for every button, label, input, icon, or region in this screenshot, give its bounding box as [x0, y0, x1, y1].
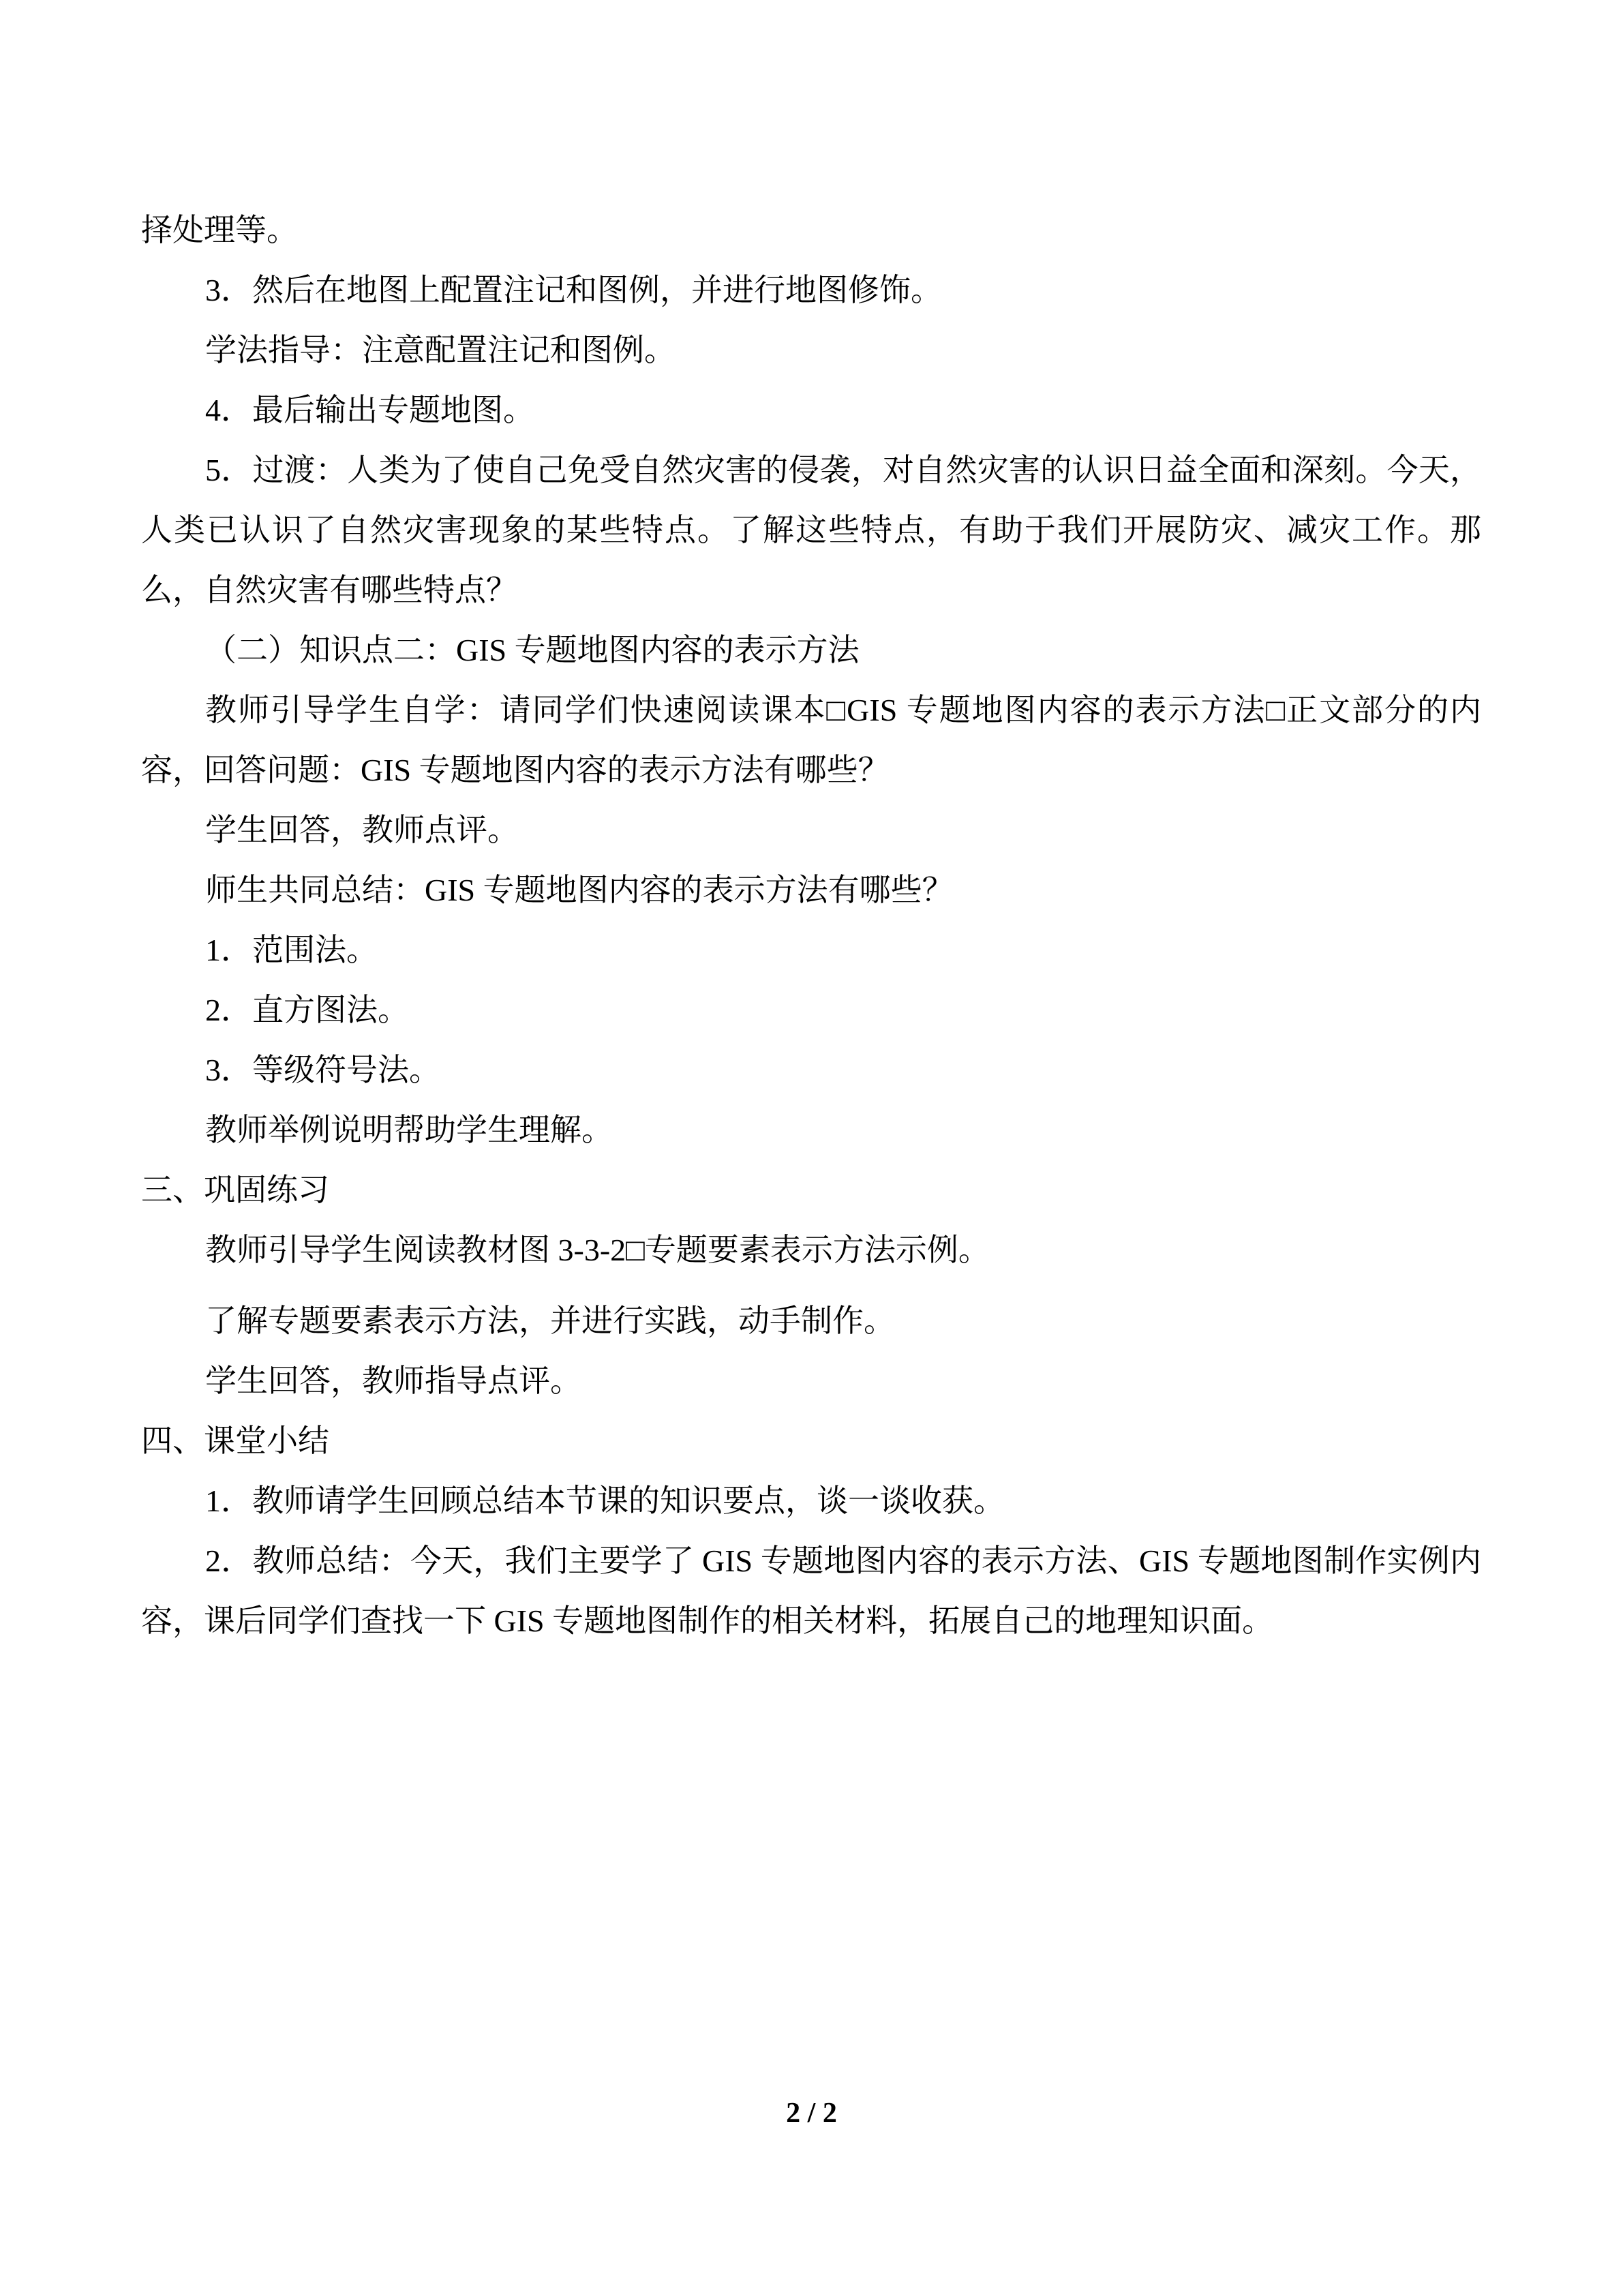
- body-paragraph: 学生回答，教师指导点评。: [205, 1363, 581, 1398]
- numbered-item: 2．直方图法。: [205, 993, 409, 1027]
- numbered-item: 1．范围法。: [205, 933, 378, 967]
- section-heading-practice: 三、巩固练习: [141, 1173, 329, 1207]
- section-heading-summary: 四、课堂小结: [141, 1423, 329, 1458]
- numbered-item: 4．最后输出专题地图。: [205, 393, 534, 427]
- numbered-item: 3．等级符号法。: [205, 1053, 440, 1087]
- body-paragraph: 学法指导：注意配置注记和图例。: [205, 333, 676, 367]
- body-paragraph: 教师引导学生阅读教材图 3-3-2□专题要素表示方法示例。: [205, 1233, 990, 1267]
- body-paragraph-continuation: 择处理等。: [141, 213, 298, 247]
- body-paragraph: 教师举例说明帮助学生理解。: [205, 1113, 613, 1147]
- knowledge-point-heading: （二）知识点二：GIS 专题地图内容的表示方法: [205, 633, 860, 667]
- numbered-item: 1．教师请学生回顾总结本节课的知识要点，谈一谈收获。: [205, 1483, 1005, 1518]
- body-paragraph: 师生共同总结：GIS 专题地图内容的表示方法有哪些？: [205, 873, 954, 907]
- page-number: 2 / 2: [786, 2098, 837, 2129]
- body-paragraph: 教师引导学生自学：请同学们快速阅读课本□GIS 专题地图内容的表示方法□正文部分的内容，回答问题：GIS 专题地图内容的表示方法有哪些？: [141, 693, 1481, 787]
- body-paragraph: 了解专题要素表示方法，并进行实践，动手制作。: [205, 1303, 895, 1338]
- numbered-item: 2．教师总结：今天，我们主要学了 GIS 专题地图内容的表示方法、GIS 专题地图制作实例内容，课后同学们查找一下 GIS 专题地图制作的相关材料，拓展自己的地理知识面。: [141, 1543, 1481, 1638]
- numbered-item: 5．过渡：人类为了使自己免受自然灾害的侵袭，对自然灾害的认识日益全面和深刻。今天，人类已认识了自然灾害现象的某些特点。了解这些特点，有助于我们开展防灾、减灾工作。那么，自然灾害有哪些特点？: [141, 453, 1481, 607]
- body-paragraph: 学生回答，教师点评。: [205, 813, 519, 847]
- document-body: [141, 200, 1481, 1651]
- numbered-item: 3．然后在地图上配置注记和图例，并进行地图修饰。: [205, 273, 942, 307]
